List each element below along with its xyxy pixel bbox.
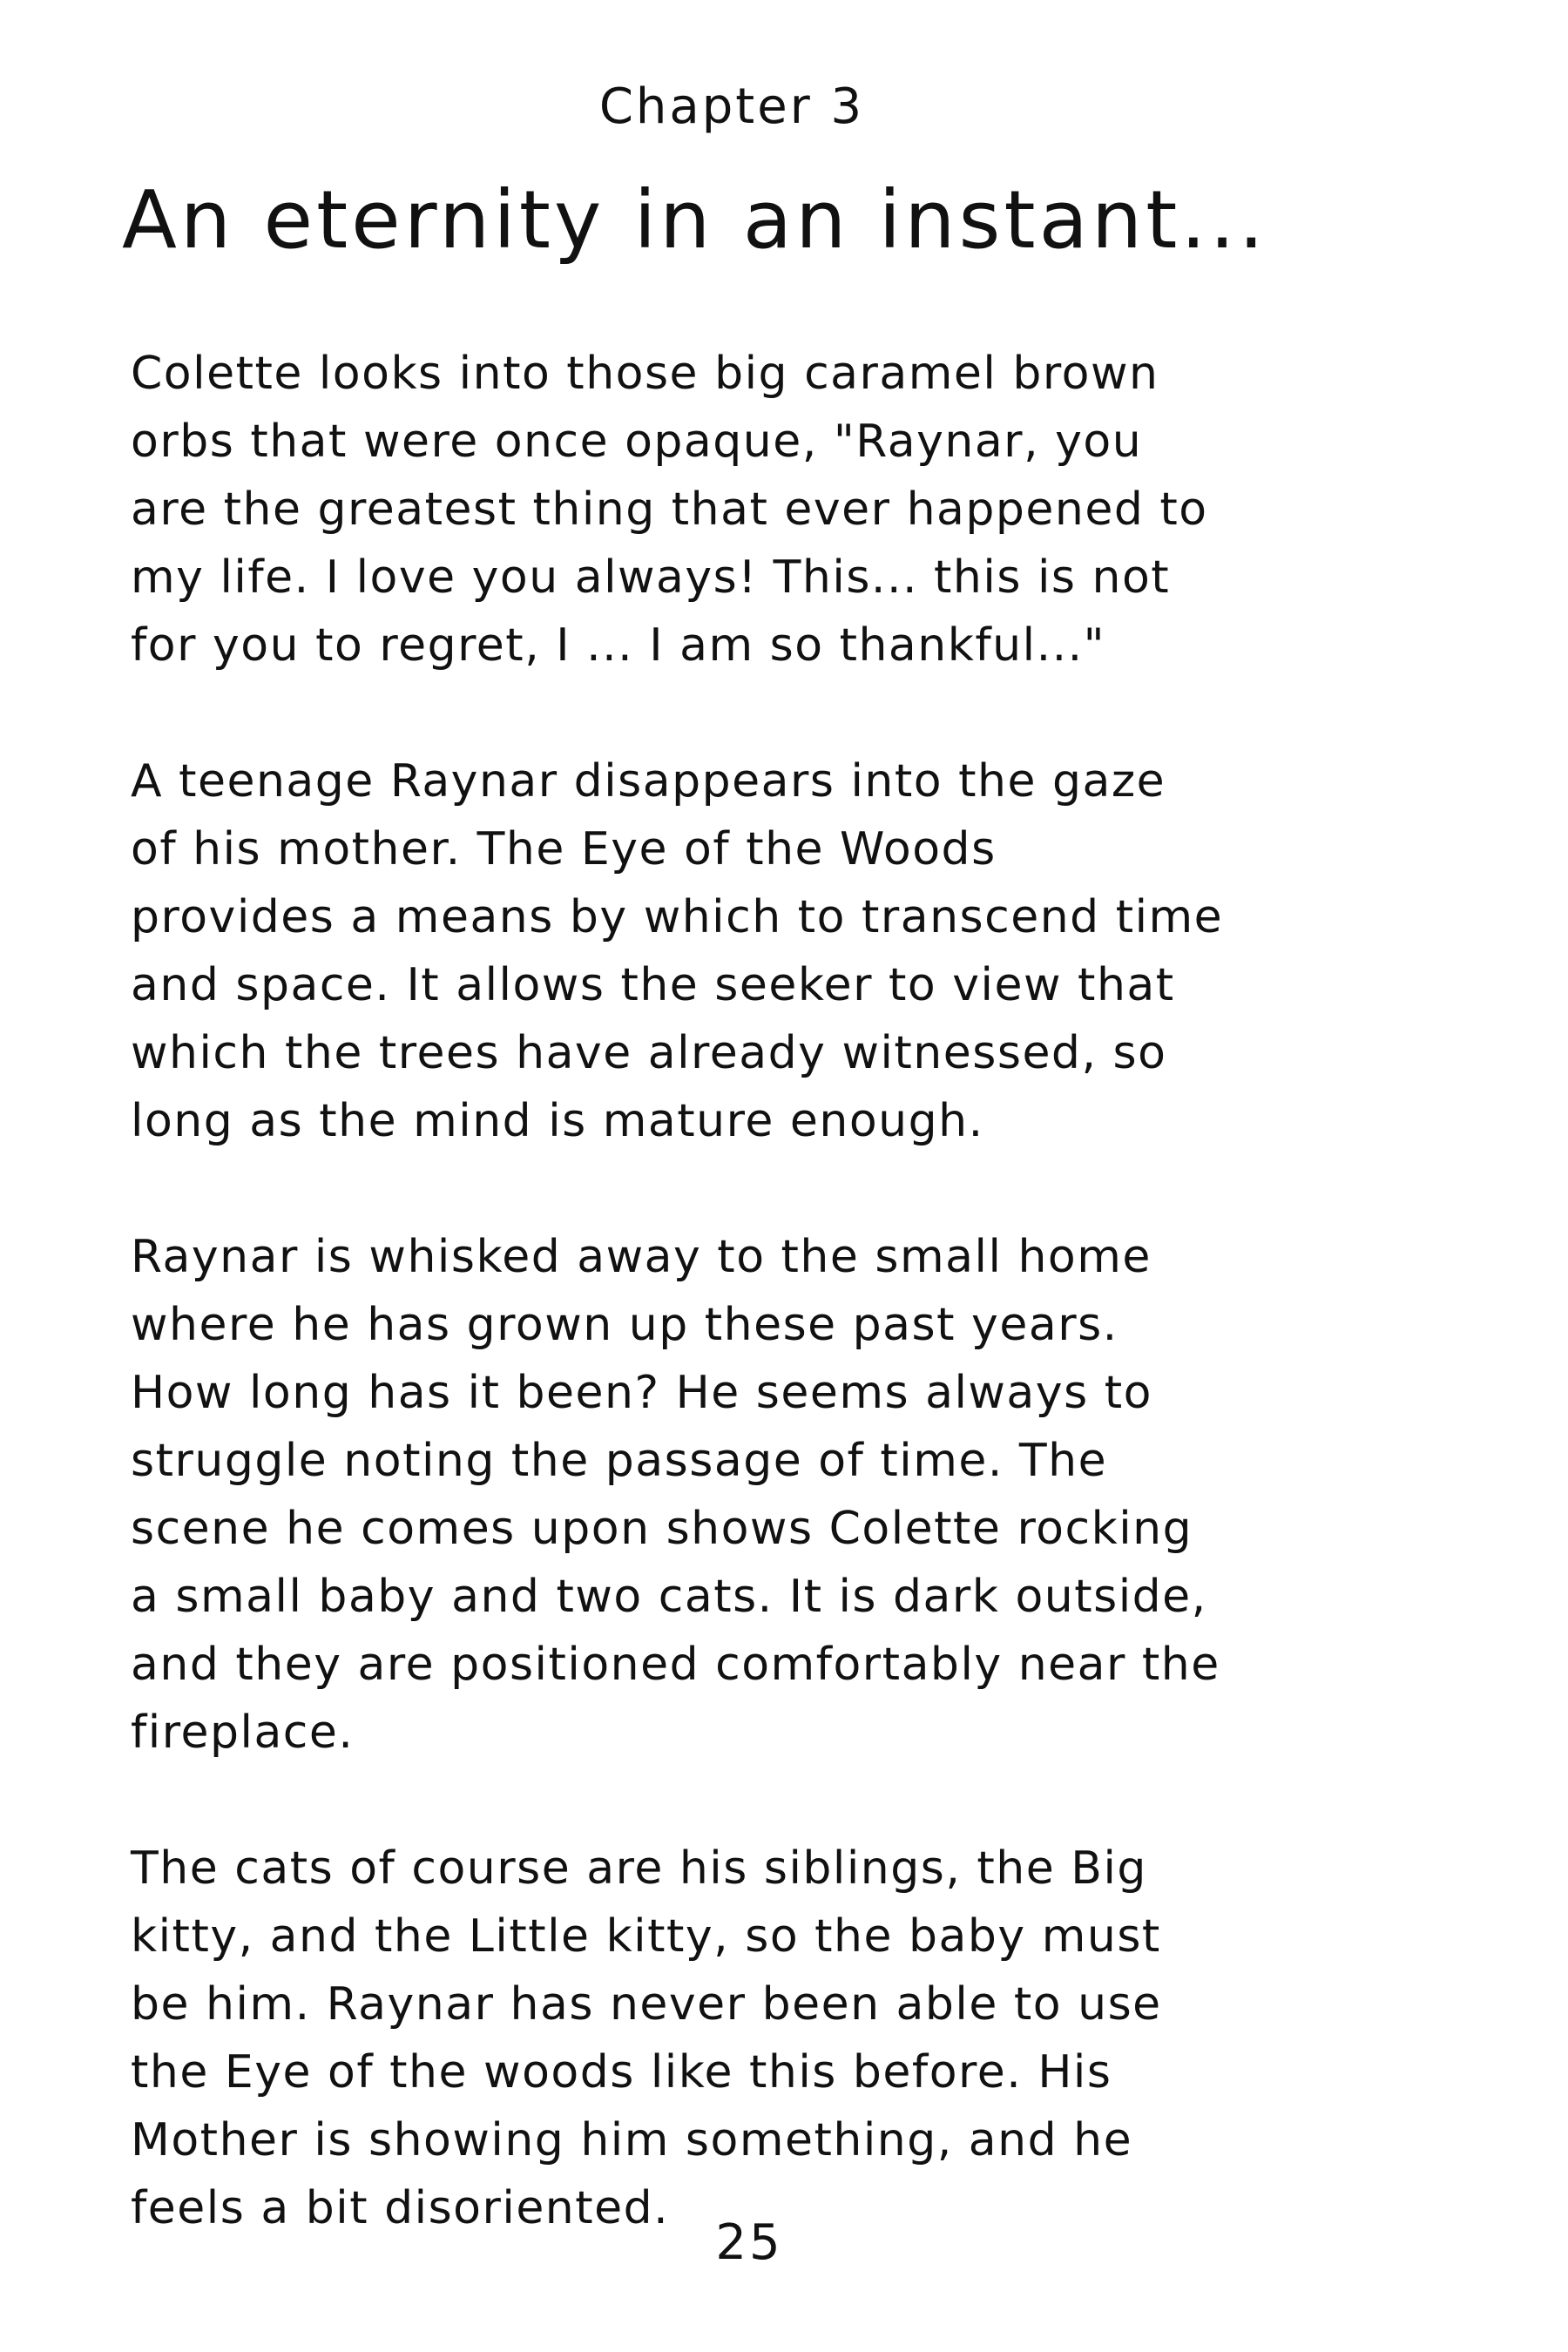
chapter-title: An eternity in an instant...: [122, 173, 1268, 267]
text-line: for you to regret, I ... I am so thankful...": [131, 619, 1106, 672]
text-line: How long has it been? He seems always to: [131, 1367, 1152, 1419]
text-line: scene he comes upon shows Colette rocking: [131, 1503, 1193, 1555]
text-line: be him. Raynar has never been able to use: [131, 1978, 1162, 2031]
text-line: The cats of course are his siblings, the Big: [131, 1842, 1147, 1895]
text-line: feels a bit disoriented.: [131, 2182, 670, 2234]
text-line: the Eye of the woods like this before. His: [131, 2046, 1112, 2099]
text-line: which the trees have already witnessed, so: [131, 1027, 1167, 1079]
text-line: Mother is showing him something, and he: [131, 2114, 1133, 2166]
paragraph: [131, 340, 1455, 679]
text-line: where he has grown up these past years.: [131, 1299, 1119, 1351]
paragraph: [131, 747, 1455, 1155]
text-line: and space. It allows the seeker to view that: [131, 959, 1175, 1011]
text-line: provides a means by which to transcend time: [131, 891, 1224, 943]
text-line: Colette looks into those big caramel brown: [131, 348, 1159, 400]
text-line: struggle noting the passage of time. The: [131, 1435, 1108, 1487]
page-number: 25: [715, 2214, 783, 2271]
text-line: fireplace.: [131, 1707, 355, 1759]
paragraph: [131, 1835, 1455, 2242]
text-line: are the greatest thing that ever happened to: [131, 483, 1208, 536]
text-line: kitty, and the Little kitty, so the baby must: [131, 1910, 1161, 1963]
text-line: of his mother. The Eye of the Woods: [131, 823, 997, 875]
body-text: [131, 340, 1455, 2310]
text-line: and they are positioned comfortably near the: [131, 1639, 1220, 1691]
text-line: Raynar is whisked away to the small home: [131, 1231, 1152, 1283]
text-line: long as the mind is mature enough.: [131, 1095, 984, 1147]
text-line: a small baby and two cats. It is dark outside,: [131, 1571, 1207, 1623]
text-line: my life. I love you always! This... this is not: [131, 551, 1171, 604]
chapter-label: Chapter 3: [598, 78, 865, 135]
text-line: A teenage Raynar disappears into the gaze: [131, 755, 1166, 808]
paragraph: [131, 1223, 1455, 1767]
text-line: orbs that were once opaque, "Raynar, you: [131, 416, 1143, 468]
